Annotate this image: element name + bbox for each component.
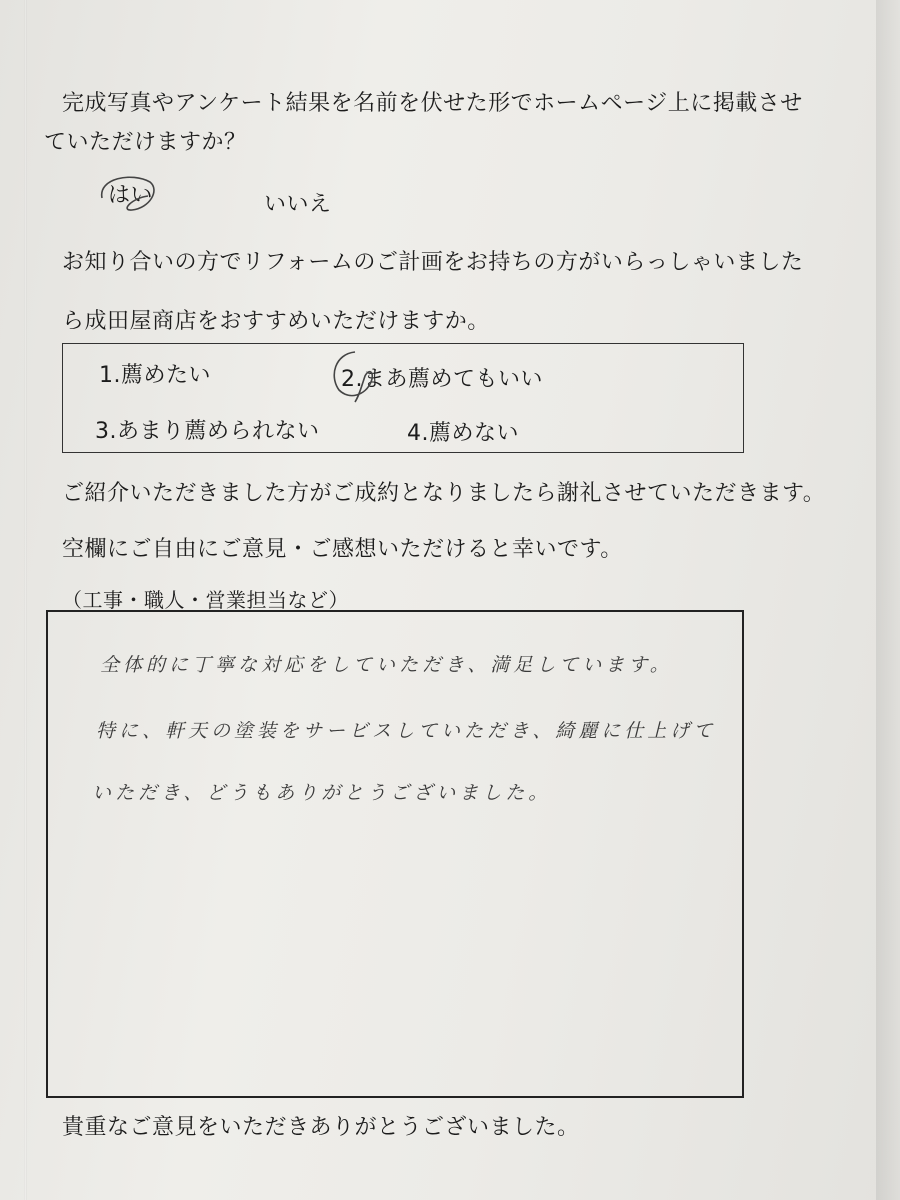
question1-line2: ていただけますか？ — [44, 130, 247, 155]
option-recommend[interactable]: 1.薦めたい — [99, 363, 211, 388]
question2-options-box — [62, 343, 744, 453]
handwritten-line-2: 特に、軒天の塗装をサービスしていただき、綺麗に仕上げて — [96, 720, 717, 742]
handwritten-line-3: いただき、どうもありがとうございました。 — [92, 782, 552, 804]
referral-note: ご紹介いただきました方がご成約となりましたら謝礼させていただきます。 — [62, 481, 826, 506]
selected-circle-mark — [325, 346, 385, 404]
option-no[interactable]: いいえ — [264, 192, 332, 217]
option-somewhat-recommend[interactable]: 2.まあ薦めてもいい — [341, 367, 543, 392]
handwritten-line-1: 全体的に丁寧な対応をしていただき、満足しています。 — [100, 654, 673, 676]
comments-prompt: 空欄にご自由にご意見・ご感想いただけると幸いです。 — [62, 537, 623, 562]
option-not-recommend[interactable]: 4.薦めない — [407, 421, 519, 446]
yes-circle-mark — [92, 168, 162, 218]
question1-line1: 完成写真やアンケート結果を名前を伏せた形でホームページ上に掲載させ — [62, 91, 803, 116]
comments-box[interactable] — [46, 610, 744, 1098]
comments-hint: （工事・職人・営業担当など） — [62, 588, 349, 612]
closing-message: 貴重なご意見をいただきありがとうございました。 — [62, 1115, 580, 1140]
option-yes[interactable]: はい — [108, 183, 154, 208]
option-not-really-recommend[interactable]: 3.あまり薦められない — [95, 419, 320, 444]
question2-line2: ら成田屋商店をおすすめいただけますか。 — [62, 309, 490, 334]
question2-line1: お知り合いの方でリフォームのご計画をお持ちの方がいらっしゃいました — [62, 250, 804, 275]
paper-edge-shadow — [876, 0, 900, 1200]
paper-fold — [24, 0, 27, 1200]
